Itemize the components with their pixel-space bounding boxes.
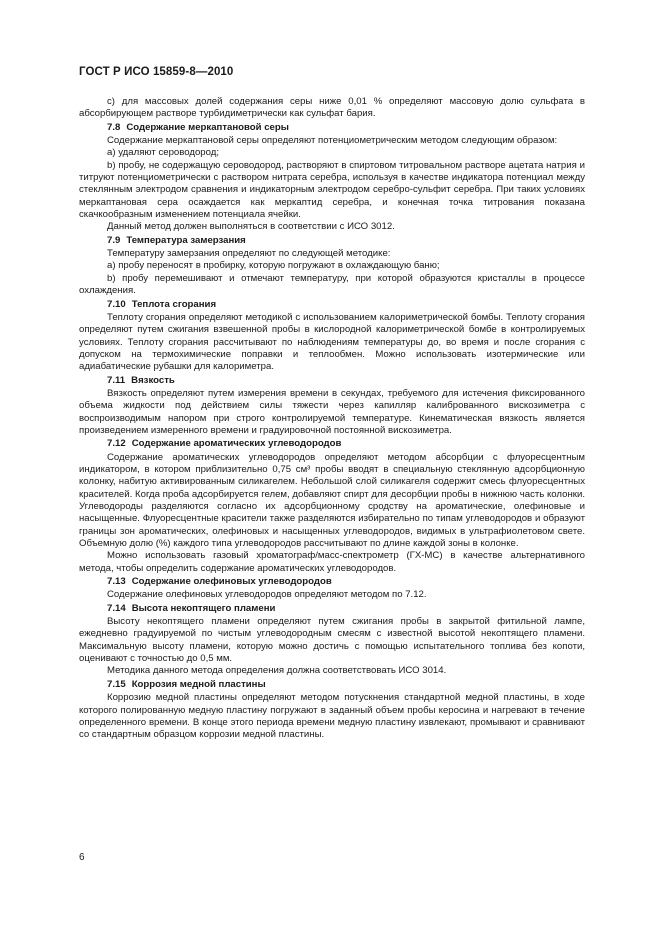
section-heading-7-13: [79, 576, 585, 588]
section-heading-7-12: [79, 438, 585, 450]
section-title: Содержание олефиновых углеводородов: [131, 576, 332, 588]
paragraph: Температуру замерзания определяют по следующей методике:: [107, 248, 391, 260]
list-item: a) пробу переносят в пробирку, которую погружают в охлаждающую баню;: [107, 260, 440, 272]
paragraph: Высоту некоптящего пламени определяют путем сжигания пробы в закрытой фитильной лампе, ежедневно градуируемой по чистым углеводородным смесям с известной высотой некоптящего пламени. Максимальную высоту пламени, которую можно достичь с помощью испытательного топлива без копоти, оценивают с точностью до 0,5 мм.: [79, 616, 585, 665]
section-title: Высота некоптящего пламени: [131, 602, 276, 614]
list-item: a) удаляют сероводород;: [107, 147, 220, 159]
section-number: 7.12: [107, 438, 126, 450]
paragraph: Содержание олефиновых углеводородов определяют методом по 7.12.: [107, 589, 427, 601]
section-title: Содержание ароматических углеводородов: [131, 438, 342, 450]
document-body: [79, 96, 585, 742]
section-title: Температура замерзания: [126, 234, 246, 246]
list-item: b) пробу перемешивают и отмечают температуру, при которой образуются кристаллы в процессе охлаждения.: [79, 272, 585, 297]
paragraph: Содержание меркаптановой серы определяют потенциометрическим методом следующим образом:: [107, 135, 558, 147]
section-number: 7.13: [107, 576, 126, 588]
paragraph: Коррозию медной пластины определяют методом потускнения стандартной медной пластины, в ходе которого полированную медную пластину погружают в заданный объем пробы керосина и нагревают в течение определенного времени. В конце этого периода времени медную пластину извлекают, промывают и сравнивают со стандартным образцом коррозии медной пластины.: [79, 692, 585, 741]
section-number: 7.15: [107, 678, 126, 690]
section-number: 7.14: [107, 602, 126, 614]
section-number: 7.10: [107, 298, 126, 310]
paragraph: Вязкость определяют путем измерения времени в секундах, требуемого для истечения фиксированного объема жидкости под действием силы тяжести через капилляр калиброванного вискозиметра с воспроизводимым напором при строго контролируемой температуре. Кинематическая вязкость является произведением измеренного времени и градуировочной постоянной вискозиметра.: [79, 387, 585, 436]
section-heading-7-8: [79, 122, 585, 134]
section-heading-7-9: [79, 235, 585, 247]
paragraph: Теплоту сгорания определяют методикой с использованием калориметрической бомбы. Теплоту сгорания определяют путем сжигания взвешенной пробы в кислородной калориметрической бомбе в контролируемых условиях. Теплоту сгорания рассчитывают по наблюдениям температуры до, во время и после сгорания с допуском на термохимические поправки и теплообмен. Можно использовать изотермические или адиабатические рубашки для калориметра.: [79, 311, 585, 373]
section-heading-7-10: [79, 299, 585, 311]
section-title: Теплота сгорания: [131, 298, 217, 310]
section-heading-7-11: [79, 375, 585, 387]
section-number: 7.11: [107, 374, 126, 386]
section-number: 7.9: [107, 234, 121, 246]
section-title: Вязкость: [131, 374, 175, 386]
paragraph: Данный метод должен выполняться в соответствии с ИСО 3012.: [107, 221, 395, 233]
list-item: b) пробу, не содержащую сероводород, растворяют в спиртовом титровальном растворе ацетата натрия и титруют потенциометрически с раствором нитрата серебра, используя в качестве индикатора потенциал между стеклянным электродом сравнения и индикаторным электродом серебро-сульфит серебра. При таких условиях меркаптановая сера осаждается как меркаптид серебра, и конечная точка титрования показана скачкообразным изменением потенциала ячейки.: [79, 159, 585, 221]
paragraph: c) для массовых долей содержания серы ниже 0,01 % определяют массовую долю сульфата в абсорбирующем растворе турбидиметрически как сульфат бария.: [79, 96, 585, 120]
section-heading-7-14: [79, 603, 585, 615]
paragraph: Методика данного метода определения должна соответствовать ИСО 3014.: [107, 665, 447, 677]
section-number: 7.8: [107, 121, 121, 133]
section-heading-7-15: [79, 679, 585, 691]
section-title: Коррозия медной пластины: [131, 678, 266, 690]
paragraph: Можно использовать газовый хроматограф/масс-спектрометр (ГХ-МС) в качестве альтернативного метода, чтобы определить содержание ароматических углеводородов.: [79, 550, 585, 574]
document-header: ГОСТ Р ИСО 15859-8—2010: [79, 66, 234, 78]
paragraph: Содержание ароматических углеводородов определяют методом абсорбции с флуоресцентным индикатором, в котором приблизительно 0,75 см³ пробы вводят в специальную стеклянную адсорбционную колонку, набитую активированным силикагелем. Небольшой слой силикагеля содержит смесь флуоресцентных красителей. Когда проба адсорбируется гелем, добавляют спирт для десорбции пробы в нижнюю часть колонки. Углеводороды разделяются согласно их адсорбционному сродству на ароматические, олефиновые и насыщенные. Флуоресцентные красители также разделяются избирательно по типам углеводородов и образуют границы зон ароматических, олефиновых и насыщенных углеводородов, видимых в ультрафиолетовом свете. Объемную долю (%) каждого типа углеводородов рассчитывают по длине каждой зоны в колонке.: [79, 451, 585, 550]
page-number: 6: [79, 852, 85, 863]
section-title: Содержание меркаптановой серы: [126, 121, 289, 133]
